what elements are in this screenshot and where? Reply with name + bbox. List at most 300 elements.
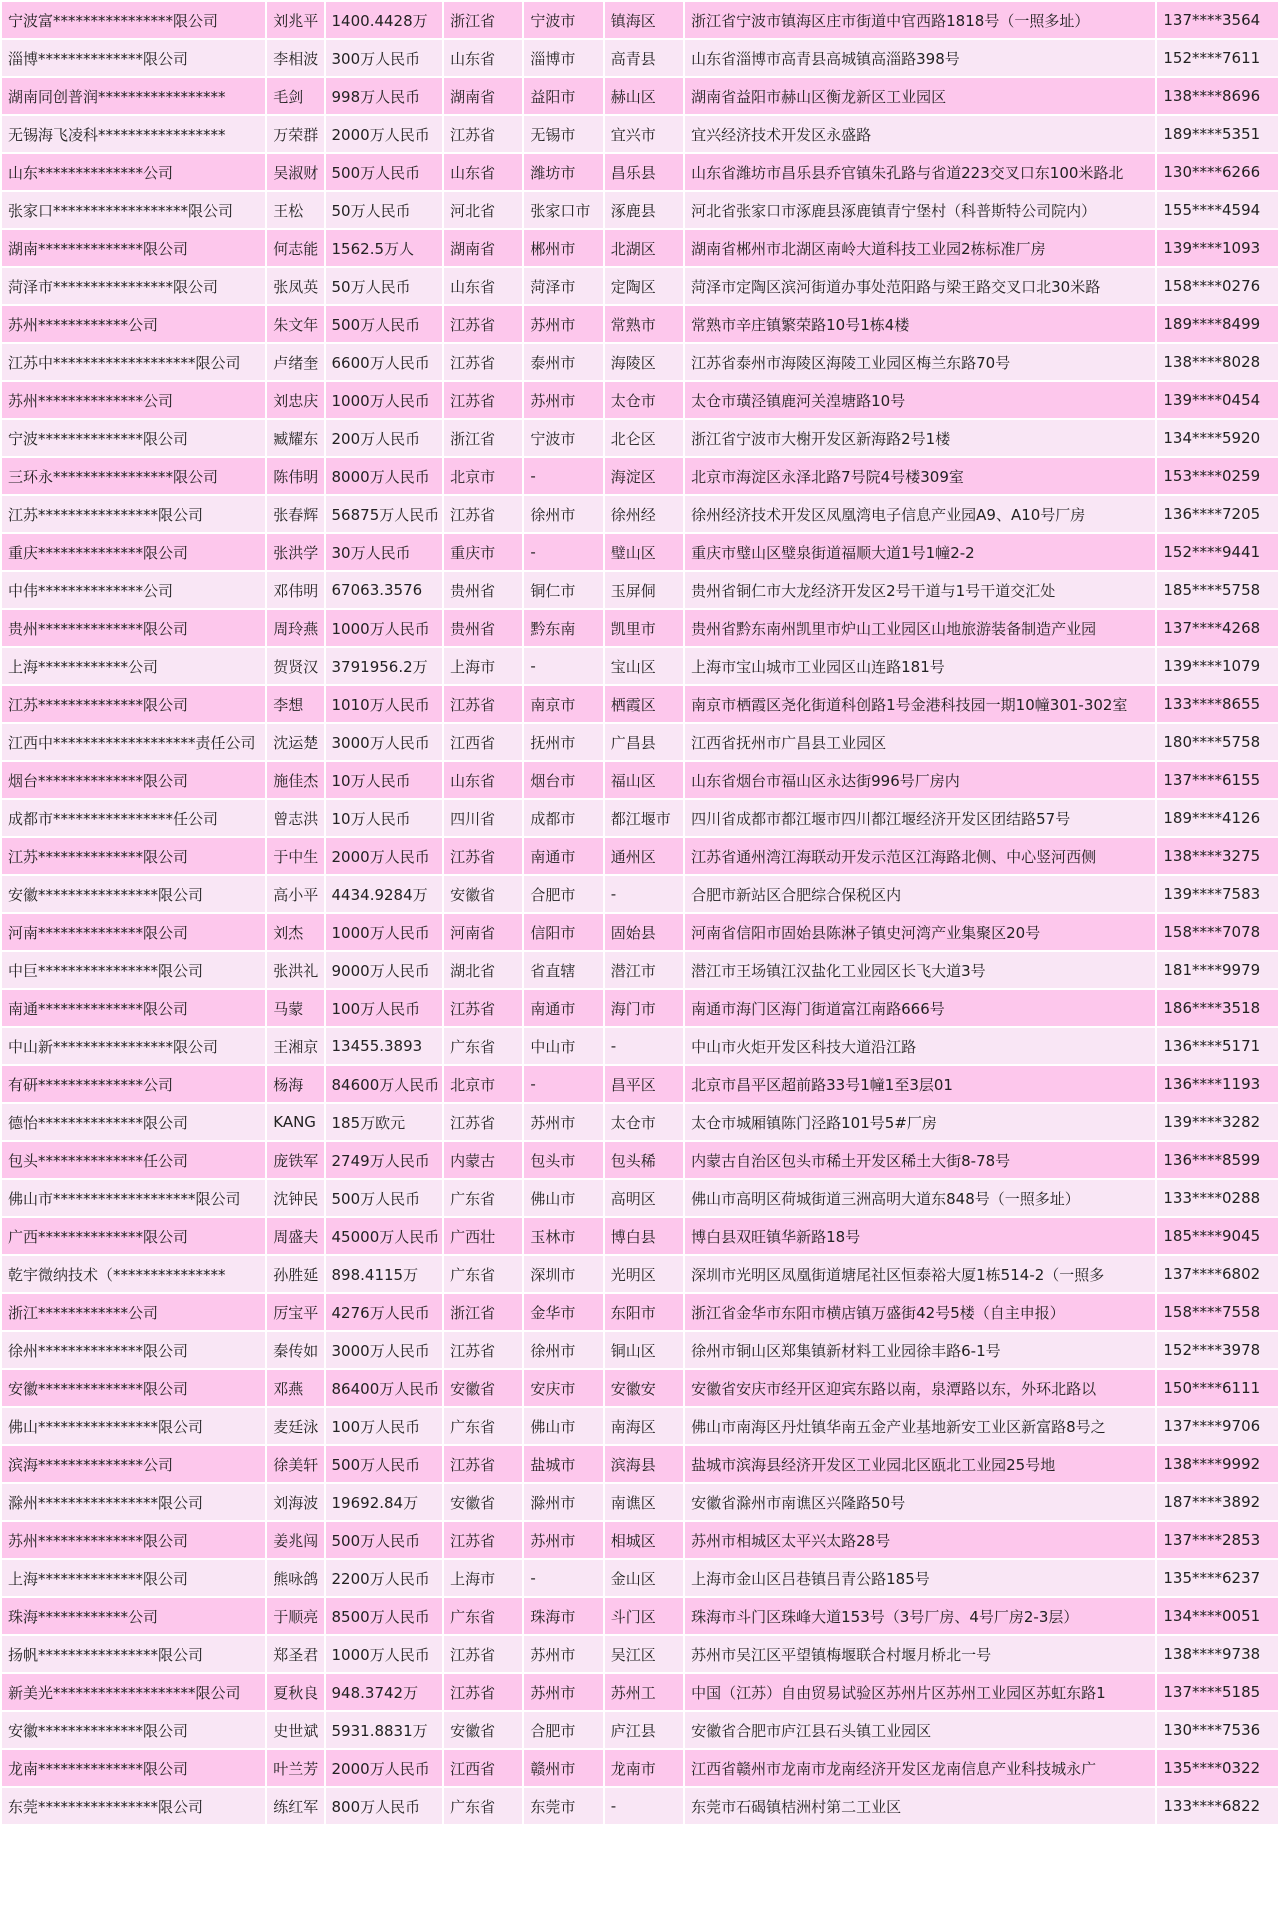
address-cell: 江西省抚州市广昌县工业园区 bbox=[685, 724, 1155, 760]
legal-rep-cell: 朱文年 bbox=[267, 306, 323, 342]
province-cell: 江苏省 bbox=[444, 1674, 522, 1710]
registered-capital-cell: 2200万人民币 bbox=[326, 1560, 443, 1596]
address-cell: 湖南省益阳市赫山区衡龙新区工业园区 bbox=[685, 78, 1155, 114]
province-cell: 江苏省 bbox=[444, 1332, 522, 1368]
district-cell: 徐州经 bbox=[605, 496, 683, 532]
phone-cell: 189****4126 bbox=[1157, 800, 1278, 836]
district-cell: 栖霞区 bbox=[605, 686, 683, 722]
address-cell: 贵州省铜仁市大龙经济开发区2号干道与1号干道交汇处 bbox=[685, 572, 1155, 608]
company-name-cell: 山东**************公司 bbox=[2, 154, 265, 190]
province-cell: 江苏省 bbox=[444, 838, 522, 874]
city-cell: - bbox=[524, 1560, 602, 1596]
phone-cell: 135****6237 bbox=[1157, 1560, 1278, 1596]
province-cell: 河北省 bbox=[444, 192, 522, 228]
registered-capital-cell: 185万欧元 bbox=[326, 1104, 443, 1140]
district-cell: 定陶区 bbox=[605, 268, 683, 304]
province-cell: 江苏省 bbox=[444, 116, 522, 152]
address-cell: 合肥市新站区合肥综合保税区内 bbox=[685, 876, 1155, 912]
table-row bbox=[2, 154, 1278, 190]
table-row bbox=[2, 268, 1278, 304]
registered-capital-cell: 100万人民币 bbox=[326, 990, 443, 1026]
registered-capital-cell: 10万人民币 bbox=[326, 762, 443, 798]
company-name-cell: 中巨****************限公司 bbox=[2, 952, 265, 988]
city-cell: 淄博市 bbox=[524, 40, 602, 76]
phone-cell: 158****7558 bbox=[1157, 1294, 1278, 1330]
address-cell: 山东省淄博市高青县高城镇高淄路398号 bbox=[685, 40, 1155, 76]
address-cell: 江西省赣州市龙南市龙南经济开发区龙南信息产业科技城永广 bbox=[685, 1750, 1155, 1786]
city-cell: 苏州市 bbox=[524, 382, 602, 418]
city-cell: 珠海市 bbox=[524, 1598, 602, 1634]
address-cell: 浙江省宁波市镇海区庄市街道中官西路1818号（一照多址） bbox=[685, 2, 1155, 38]
registered-capital-cell: 100万人民币 bbox=[326, 1408, 443, 1444]
company-name-cell: 上海************公司 bbox=[2, 648, 265, 684]
city-cell: 徐州市 bbox=[524, 1332, 602, 1368]
district-cell: - bbox=[605, 1788, 683, 1824]
address-cell: 苏州市吴江区平望镇梅堰联合村堰月桥北一号 bbox=[685, 1636, 1155, 1672]
legal-rep-cell: 王松 bbox=[267, 192, 323, 228]
legal-rep-cell: 何志能 bbox=[267, 230, 323, 266]
district-cell: 涿鹿县 bbox=[605, 192, 683, 228]
city-cell: - bbox=[524, 458, 602, 494]
city-cell: 益阳市 bbox=[524, 78, 602, 114]
province-cell: 北京市 bbox=[444, 458, 522, 494]
table-row bbox=[2, 1674, 1278, 1710]
phone-cell: 155****4594 bbox=[1157, 192, 1278, 228]
phone-cell: 138****8696 bbox=[1157, 78, 1278, 114]
province-cell: 内蒙古 bbox=[444, 1142, 522, 1178]
company-name-cell: 新美光*******************限公司 bbox=[2, 1674, 265, 1710]
company-name-cell: 宁波富****************限公司 bbox=[2, 2, 265, 38]
province-cell: 广东省 bbox=[444, 1028, 522, 1064]
phone-cell: 136****7205 bbox=[1157, 496, 1278, 532]
table-row bbox=[2, 1484, 1278, 1520]
registered-capital-cell: 948.3742万 bbox=[326, 1674, 443, 1710]
legal-rep-cell: 臧耀东 bbox=[267, 420, 323, 456]
address-cell: 宜兴经济技术开发区永盛路 bbox=[685, 116, 1155, 152]
legal-rep-cell: 张春辉 bbox=[267, 496, 323, 532]
city-cell: 佛山市 bbox=[524, 1180, 602, 1216]
province-cell: 安徽省 bbox=[444, 876, 522, 912]
legal-rep-cell: 于顺亮 bbox=[267, 1598, 323, 1634]
legal-rep-cell: 孙胜延 bbox=[267, 1256, 323, 1292]
address-cell: 中山市火炬开发区科技大道沿江路 bbox=[685, 1028, 1155, 1064]
province-cell: 江苏省 bbox=[444, 306, 522, 342]
legal-rep-cell: KANG bbox=[267, 1104, 323, 1140]
phone-cell: 135****0322 bbox=[1157, 1750, 1278, 1786]
address-cell: 中国（江苏）自由贸易试验区苏州片区苏州工业园区苏虹东路1 bbox=[685, 1674, 1155, 1710]
phone-cell: 133****6822 bbox=[1157, 1788, 1278, 1824]
city-cell: 潍坊市 bbox=[524, 154, 602, 190]
city-cell: 南通市 bbox=[524, 838, 602, 874]
city-cell: 苏州市 bbox=[524, 1674, 602, 1710]
company-name-cell: 珠海************公司 bbox=[2, 1598, 265, 1634]
legal-rep-cell: 郑圣君 bbox=[267, 1636, 323, 1672]
phone-cell: 139****7583 bbox=[1157, 876, 1278, 912]
city-cell: 南通市 bbox=[524, 990, 602, 1026]
district-cell: 海淀区 bbox=[605, 458, 683, 494]
phone-cell: 138****8028 bbox=[1157, 344, 1278, 380]
company-name-cell: 安徽**************限公司 bbox=[2, 1370, 265, 1406]
company-name-cell: 有研**************公司 bbox=[2, 1066, 265, 1102]
address-cell: 潜江市王场镇江汉盐化工业园区长飞大道3号 bbox=[685, 952, 1155, 988]
address-cell: 佛山市南海区丹灶镇华南五金产业基地新安工业区新富路8号之 bbox=[685, 1408, 1155, 1444]
legal-rep-cell: 姜兆闯 bbox=[267, 1522, 323, 1558]
company-name-cell: 成都市****************任公司 bbox=[2, 800, 265, 836]
phone-cell: 138****9992 bbox=[1157, 1446, 1278, 1482]
province-cell: 江苏省 bbox=[444, 1104, 522, 1140]
district-cell: 太仓市 bbox=[605, 1104, 683, 1140]
registered-capital-cell: 5931.8831万 bbox=[326, 1712, 443, 1748]
district-cell: 高明区 bbox=[605, 1180, 683, 1216]
table-row bbox=[2, 192, 1278, 228]
province-cell: 江苏省 bbox=[444, 344, 522, 380]
legal-rep-cell: 沈运楚 bbox=[267, 724, 323, 760]
table-row bbox=[2, 78, 1278, 114]
table-row bbox=[2, 762, 1278, 798]
address-cell: 太仓市璜泾镇鹿河关湟塘路10号 bbox=[685, 382, 1155, 418]
phone-cell: 139****3282 bbox=[1157, 1104, 1278, 1140]
table-row bbox=[2, 1028, 1278, 1064]
registered-capital-cell: 898.4115万 bbox=[326, 1256, 443, 1292]
table-row bbox=[2, 1560, 1278, 1596]
district-cell: 通州区 bbox=[605, 838, 683, 874]
table-row bbox=[2, 458, 1278, 494]
legal-rep-cell: 李想 bbox=[267, 686, 323, 722]
company-name-cell: 烟台**************限公司 bbox=[2, 762, 265, 798]
city-cell: 张家口市 bbox=[524, 192, 602, 228]
registered-capital-cell: 500万人民币 bbox=[326, 154, 443, 190]
registered-capital-cell: 800万人民币 bbox=[326, 1788, 443, 1824]
phone-cell: 137****2853 bbox=[1157, 1522, 1278, 1558]
legal-rep-cell: 史世斌 bbox=[267, 1712, 323, 1748]
province-cell: 贵州省 bbox=[444, 572, 522, 608]
province-cell: 湖南省 bbox=[444, 230, 522, 266]
company-name-cell: 淄博**************限公司 bbox=[2, 40, 265, 76]
address-cell: 安徽省合肥市庐江县石头镇工业园区 bbox=[685, 1712, 1155, 1748]
company-name-cell: 乾宇微纳技术（*************** bbox=[2, 1256, 265, 1292]
province-cell: 湖南省 bbox=[444, 78, 522, 114]
table-row bbox=[2, 800, 1278, 836]
registered-capital-cell: 500万人民币 bbox=[326, 1446, 443, 1482]
phone-cell: 137****3564 bbox=[1157, 2, 1278, 38]
legal-rep-cell: 陈伟明 bbox=[267, 458, 323, 494]
legal-rep-cell: 夏秋良 bbox=[267, 1674, 323, 1710]
city-cell: 深圳市 bbox=[524, 1256, 602, 1292]
province-cell: 安徽省 bbox=[444, 1712, 522, 1748]
table-row bbox=[2, 1256, 1278, 1292]
company-name-cell: 上海**************限公司 bbox=[2, 1560, 265, 1596]
address-cell: 南通市海门区海门街道富江南路666号 bbox=[685, 990, 1155, 1026]
province-cell: 浙江省 bbox=[444, 2, 522, 38]
district-cell: 潜江市 bbox=[605, 952, 683, 988]
company-name-cell: 南通**************限公司 bbox=[2, 990, 265, 1026]
phone-cell: 137****6802 bbox=[1157, 1256, 1278, 1292]
district-cell: 福山区 bbox=[605, 762, 683, 798]
registered-capital-cell: 300万人民币 bbox=[326, 40, 443, 76]
company-name-cell: 苏州************公司 bbox=[2, 306, 265, 342]
phone-cell: 152****9441 bbox=[1157, 534, 1278, 570]
table-row bbox=[2, 306, 1278, 342]
company-name-cell: 徐州**************限公司 bbox=[2, 1332, 265, 1368]
legal-rep-cell: 万荣群 bbox=[267, 116, 323, 152]
table-row bbox=[2, 344, 1278, 380]
address-cell: 江苏省泰州市海陵区海陵工业园区梅兰东路70号 bbox=[685, 344, 1155, 380]
phone-cell: 152****3978 bbox=[1157, 1332, 1278, 1368]
registered-capital-cell: 50万人民币 bbox=[326, 268, 443, 304]
legal-rep-cell: 叶兰芳 bbox=[267, 1750, 323, 1786]
city-cell: 苏州市 bbox=[524, 306, 602, 342]
company-name-cell: 江西中*******************责任公司 bbox=[2, 724, 265, 760]
company-name-cell: 湖南同创普润***************** bbox=[2, 78, 265, 114]
table-row bbox=[2, 1180, 1278, 1216]
city-cell: 郴州市 bbox=[524, 230, 602, 266]
city-cell: 赣州市 bbox=[524, 1750, 602, 1786]
phone-cell: 139****1093 bbox=[1157, 230, 1278, 266]
legal-rep-cell: 徐美轩 bbox=[267, 1446, 323, 1482]
phone-cell: 158****7078 bbox=[1157, 914, 1278, 950]
company-name-cell: 江苏**************限公司 bbox=[2, 838, 265, 874]
address-cell: 常熟市辛庄镇繁荣路10号1栋4楼 bbox=[685, 306, 1155, 342]
phone-cell: 138****9738 bbox=[1157, 1636, 1278, 1672]
city-cell: - bbox=[524, 648, 602, 684]
table-row bbox=[2, 2, 1278, 38]
phone-cell: 185****5758 bbox=[1157, 572, 1278, 608]
registered-capital-cell: 1000万人民币 bbox=[326, 914, 443, 950]
district-cell: 昌平区 bbox=[605, 1066, 683, 1102]
registered-capital-cell: 56875万人民币 bbox=[326, 496, 443, 532]
table-row bbox=[2, 1598, 1278, 1634]
company-name-cell: 浙江************公司 bbox=[2, 1294, 265, 1330]
address-cell: 浙江省金华市东阳市横店镇万盛街42号5楼（自主申报） bbox=[685, 1294, 1155, 1330]
registered-capital-cell: 2000万人民币 bbox=[326, 838, 443, 874]
table-row bbox=[2, 1636, 1278, 1672]
phone-cell: 137****9706 bbox=[1157, 1408, 1278, 1444]
phone-cell: 186****3518 bbox=[1157, 990, 1278, 1026]
legal-rep-cell: 杨海 bbox=[267, 1066, 323, 1102]
registered-capital-cell: 500万人民币 bbox=[326, 306, 443, 342]
registered-capital-cell: 30万人民币 bbox=[326, 534, 443, 570]
province-cell: 广东省 bbox=[444, 1256, 522, 1292]
registered-capital-cell: 86400万人民币 bbox=[326, 1370, 443, 1406]
registered-capital-cell: 3000万人民币 bbox=[326, 1332, 443, 1368]
table-row bbox=[2, 952, 1278, 988]
company-name-cell: 广西**************限公司 bbox=[2, 1218, 265, 1254]
district-cell: 光明区 bbox=[605, 1256, 683, 1292]
phone-cell: 133****8655 bbox=[1157, 686, 1278, 722]
district-cell: 赫山区 bbox=[605, 78, 683, 114]
company-name-cell: 佛山****************限公司 bbox=[2, 1408, 265, 1444]
city-cell: 宁波市 bbox=[524, 2, 602, 38]
district-cell: 苏州工 bbox=[605, 1674, 683, 1710]
province-cell: 广东省 bbox=[444, 1408, 522, 1444]
table-row bbox=[2, 496, 1278, 532]
legal-rep-cell: 王湘京 bbox=[267, 1028, 323, 1064]
city-cell: 苏州市 bbox=[524, 1104, 602, 1140]
city-cell: 东莞市 bbox=[524, 1788, 602, 1824]
phone-cell: 138****3275 bbox=[1157, 838, 1278, 874]
registered-capital-cell: 45000万人民币 bbox=[326, 1218, 443, 1254]
registered-capital-cell: 1562.5万人 bbox=[326, 230, 443, 266]
table-row bbox=[2, 1522, 1278, 1558]
district-cell: 昌乐县 bbox=[605, 154, 683, 190]
registered-capital-cell: 1010万人民币 bbox=[326, 686, 443, 722]
city-cell: 泰州市 bbox=[524, 344, 602, 380]
table-row bbox=[2, 116, 1278, 152]
city-cell: 金华市 bbox=[524, 1294, 602, 1330]
registered-capital-cell: 67063.3576 bbox=[326, 572, 443, 608]
company-name-cell: 湖南**************限公司 bbox=[2, 230, 265, 266]
district-cell: 相城区 bbox=[605, 1522, 683, 1558]
registered-capital-cell: 500万人民币 bbox=[326, 1180, 443, 1216]
phone-cell: 136****5171 bbox=[1157, 1028, 1278, 1064]
province-cell: 浙江省 bbox=[444, 420, 522, 456]
district-cell: 高青县 bbox=[605, 40, 683, 76]
district-cell: 太仓市 bbox=[605, 382, 683, 418]
registered-capital-cell: 8500万人民币 bbox=[326, 1598, 443, 1634]
phone-cell: 139****1079 bbox=[1157, 648, 1278, 684]
city-cell: 抚州市 bbox=[524, 724, 602, 760]
province-cell: 山东省 bbox=[444, 154, 522, 190]
city-cell: 烟台市 bbox=[524, 762, 602, 798]
city-cell: 菏泽市 bbox=[524, 268, 602, 304]
company-name-cell: 河南**************限公司 bbox=[2, 914, 265, 950]
city-cell: 信阳市 bbox=[524, 914, 602, 950]
table-row bbox=[2, 648, 1278, 684]
province-cell: 江苏省 bbox=[444, 1522, 522, 1558]
address-cell: 江苏省通州湾江海联动开发示范区江海路北侧、中心竖河西侧 bbox=[685, 838, 1155, 874]
phone-cell: 189****8499 bbox=[1157, 306, 1278, 342]
district-cell: 南海区 bbox=[605, 1408, 683, 1444]
registered-capital-cell: 3000万人民币 bbox=[326, 724, 443, 760]
table-row bbox=[2, 382, 1278, 418]
company-name-cell: 江苏中*******************限公司 bbox=[2, 344, 265, 380]
company-name-cell: 无锡海飞凌科***************** bbox=[2, 116, 265, 152]
address-cell: 佛山市高明区荷城街道三洲高明大道东848号（一照多址） bbox=[685, 1180, 1155, 1216]
city-cell: 包头市 bbox=[524, 1142, 602, 1178]
legal-rep-cell: 李相波 bbox=[267, 40, 323, 76]
province-cell: 江苏省 bbox=[444, 1446, 522, 1482]
company-name-cell: 菏泽市****************限公司 bbox=[2, 268, 265, 304]
table-row bbox=[2, 1294, 1278, 1330]
company-name-cell: 江苏**************限公司 bbox=[2, 686, 265, 722]
province-cell: 广西壮 bbox=[444, 1218, 522, 1254]
table-row bbox=[2, 1712, 1278, 1748]
district-cell: 镇海区 bbox=[605, 2, 683, 38]
legal-rep-cell: 张洪学 bbox=[267, 534, 323, 570]
district-cell: 斗门区 bbox=[605, 1598, 683, 1634]
district-cell: 铜山区 bbox=[605, 1332, 683, 1368]
legal-rep-cell: 庞铁军 bbox=[267, 1142, 323, 1178]
district-cell: - bbox=[605, 876, 683, 912]
registered-capital-cell: 1000万人民币 bbox=[326, 1636, 443, 1672]
legal-rep-cell: 高小平 bbox=[267, 876, 323, 912]
registered-capital-cell: 2000万人民币 bbox=[326, 116, 443, 152]
registered-capital-cell: 3791956.2万 bbox=[326, 648, 443, 684]
table-row bbox=[2, 990, 1278, 1026]
company-name-cell: 宁波**************限公司 bbox=[2, 420, 265, 456]
company-name-cell: 张家口******************限公司 bbox=[2, 192, 265, 228]
table-row bbox=[2, 1446, 1278, 1482]
registered-capital-cell: 84600万人民币 bbox=[326, 1066, 443, 1102]
legal-rep-cell: 熊咏鸽 bbox=[267, 1560, 323, 1596]
district-cell: 东阳市 bbox=[605, 1294, 683, 1330]
legal-rep-cell: 刘杰 bbox=[267, 914, 323, 950]
table-row bbox=[2, 610, 1278, 646]
district-cell: 北仑区 bbox=[605, 420, 683, 456]
province-cell: 广东省 bbox=[444, 1788, 522, 1824]
district-cell: 博白县 bbox=[605, 1218, 683, 1254]
city-cell: 滁州市 bbox=[524, 1484, 602, 1520]
company-name-cell: 三环永****************限公司 bbox=[2, 458, 265, 494]
table-row bbox=[2, 1142, 1278, 1178]
province-cell: 江西省 bbox=[444, 724, 522, 760]
city-cell: 宁波市 bbox=[524, 420, 602, 456]
legal-rep-cell: 厉宝平 bbox=[267, 1294, 323, 1330]
province-cell: 江苏省 bbox=[444, 382, 522, 418]
province-cell: 江苏省 bbox=[444, 496, 522, 532]
legal-rep-cell: 麦廷泳 bbox=[267, 1408, 323, 1444]
district-cell: 宝山区 bbox=[605, 648, 683, 684]
city-cell: 安庆市 bbox=[524, 1370, 602, 1406]
table-row bbox=[2, 1750, 1278, 1786]
province-cell: 上海市 bbox=[444, 1560, 522, 1596]
city-cell: 佛山市 bbox=[524, 1408, 602, 1444]
phone-cell: 137****5185 bbox=[1157, 1674, 1278, 1710]
province-cell: 浙江省 bbox=[444, 1294, 522, 1330]
registered-capital-cell: 200万人民币 bbox=[326, 420, 443, 456]
province-cell: 安徽省 bbox=[444, 1484, 522, 1520]
address-cell: 河北省张家口市涿鹿县涿鹿镇青宁堡村（科普斯特公司院内） bbox=[685, 192, 1155, 228]
district-cell: 凯里市 bbox=[605, 610, 683, 646]
province-cell: 山东省 bbox=[444, 40, 522, 76]
address-cell: 北京市昌平区超前路33号1幢1至3层01 bbox=[685, 1066, 1155, 1102]
registered-capital-cell: 19692.84万 bbox=[326, 1484, 443, 1520]
district-cell: 都江堰市 bbox=[605, 800, 683, 836]
table-row bbox=[2, 420, 1278, 456]
province-cell: 四川省 bbox=[444, 800, 522, 836]
legal-rep-cell: 张洪礼 bbox=[267, 952, 323, 988]
address-cell: 上海市金山区吕巷镇吕青公路185号 bbox=[685, 1560, 1155, 1596]
legal-rep-cell: 施佳杰 bbox=[267, 762, 323, 798]
address-cell: 湖南省郴州市北湖区南岭大道科技工业园2栋标准厂房 bbox=[685, 230, 1155, 266]
table-row bbox=[2, 1104, 1278, 1140]
district-cell: 滨海县 bbox=[605, 1446, 683, 1482]
district-cell: 金山区 bbox=[605, 1560, 683, 1596]
city-cell: 省直辖 bbox=[524, 952, 602, 988]
province-cell: 上海市 bbox=[444, 648, 522, 684]
phone-cell: 136****1193 bbox=[1157, 1066, 1278, 1102]
address-cell: 贵州省黔东南州凯里市炉山工业园区山地旅游装备制造产业园 bbox=[685, 610, 1155, 646]
table-row bbox=[2, 572, 1278, 608]
district-cell: 安徽安 bbox=[605, 1370, 683, 1406]
company-name-cell: 东莞****************限公司 bbox=[2, 1788, 265, 1824]
legal-rep-cell: 周盛夫 bbox=[267, 1218, 323, 1254]
legal-rep-cell: 于中生 bbox=[267, 838, 323, 874]
city-cell: - bbox=[524, 1066, 602, 1102]
phone-cell: 139****0454 bbox=[1157, 382, 1278, 418]
registered-capital-cell: 10万人民币 bbox=[326, 800, 443, 836]
district-cell: 庐江县 bbox=[605, 1712, 683, 1748]
address-cell: 河南省信阳市固始县陈淋子镇史河湾产业集聚区20号 bbox=[685, 914, 1155, 950]
district-cell: 吴江区 bbox=[605, 1636, 683, 1672]
district-cell: 北湖区 bbox=[605, 230, 683, 266]
district-cell: 包头稀 bbox=[605, 1142, 683, 1178]
table-row bbox=[2, 914, 1278, 950]
table-row bbox=[2, 686, 1278, 722]
province-cell: 贵州省 bbox=[444, 610, 522, 646]
city-cell: - bbox=[524, 534, 602, 570]
registered-capital-cell: 6600万人民币 bbox=[326, 344, 443, 380]
